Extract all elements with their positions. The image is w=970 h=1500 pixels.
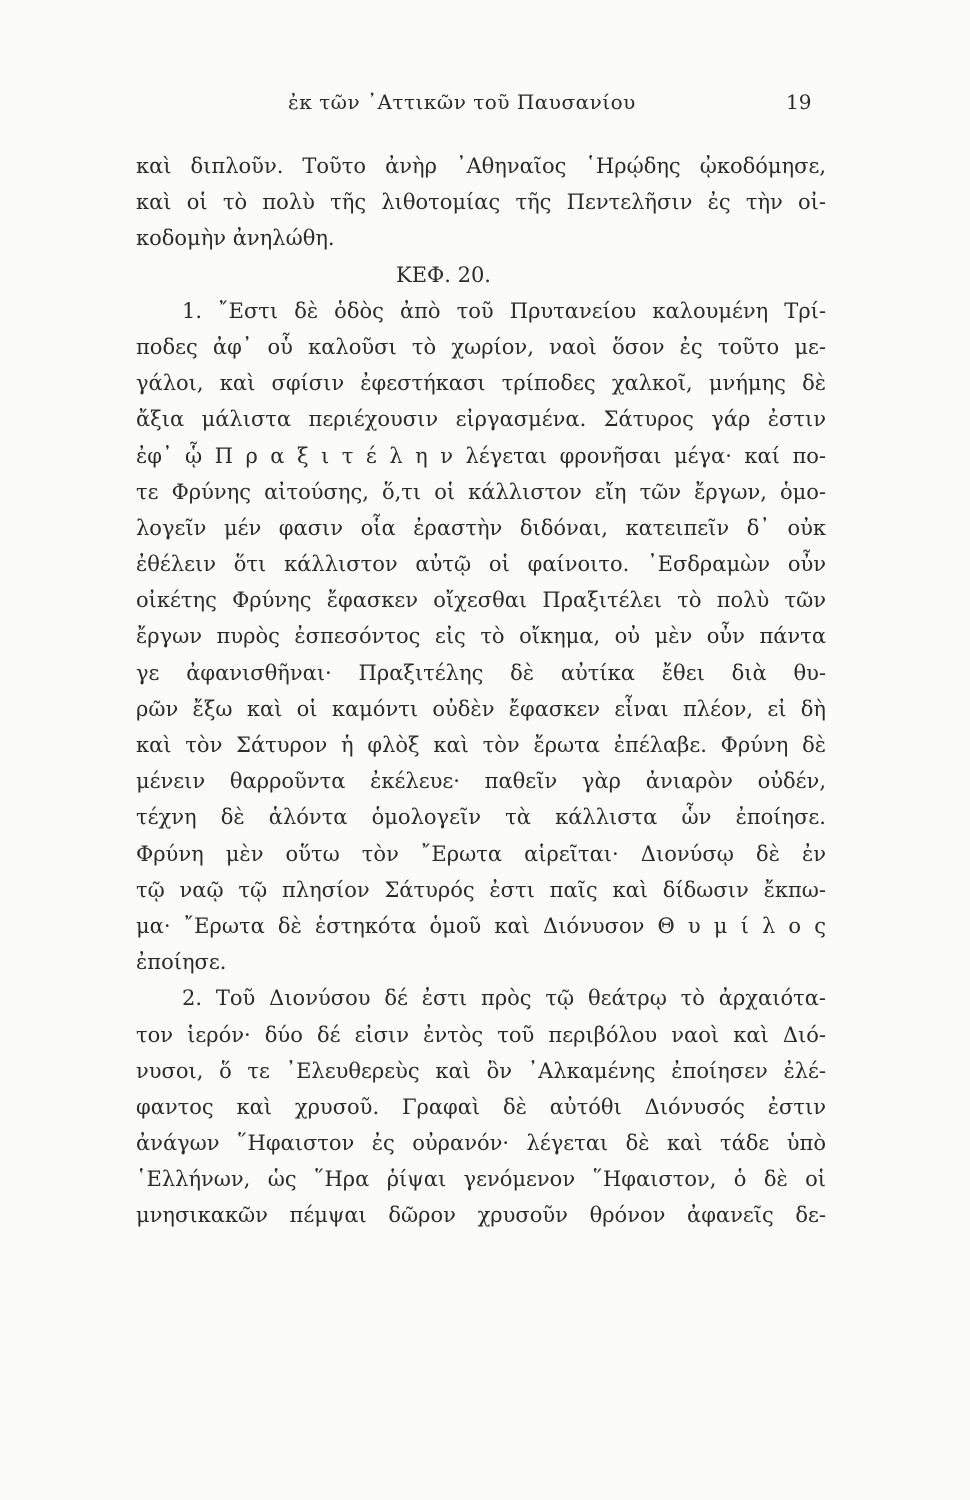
text-line: 2. Τοῦ Διονύσου δέ ἐστι πρὸς τῷ θεάτρῳ τὸ ἀρχαιότα-: [182, 986, 826, 1011]
text-line: λογεῖν μέν φασιν οἷα ἐραστὴν διδόναι, κατειπεῖν δ᾿ οὐκ: [136, 515, 826, 540]
text-line: ρῶν ἔξω καὶ οἱ καμόντι οὐδὲν ἔφασκεν εἶναι πλέον, εἰ δὴ: [136, 696, 826, 721]
text-line: μα· ῎Ερωτα δὲ ἑστηκότα ὁμοῦ καὶ Διόνυσον Θ υ μ ί λ ο ς: [136, 913, 826, 938]
text-line: κοδομὴν ἀνηλώθη.: [136, 226, 335, 251]
text-line: ἔργων πυρὸς ἐσπεσόντος εἰς τὸ οἴκημα, οὐ μὲν οὖν πάντα: [136, 624, 826, 649]
text-line: μνησικακῶν πέμψαι δῶρον χρυσοῦν θρόνον ἀφανεῖς δε-: [136, 1203, 826, 1228]
body-text: [136, 148, 826, 1234]
text-line: ἀνάγων ῞Ηφαιστον ἐς οὐρανόν· λέγεται δὲ καὶ τάδε ὑπὸ: [136, 1131, 826, 1156]
running-head: [0, 90, 970, 120]
text-line: καὶ οἱ τὸ πολὺ τῆς λιθοτομίας τῆς Πεντελῆσιν ἐς τὴν οἰ-: [136, 190, 826, 215]
text-line: ποδες ἀφ᾿ οὗ καλοῦσι τὸ χωρίον, ναοὶ ὅσον ἐς τοῦτο με-: [136, 334, 826, 359]
text-line: γε ἀφανισθῆναι· Πραξιτέλης δὲ αὐτίκα ἔθει διὰ θυ-: [136, 660, 826, 685]
text-line: τῷ ναῷ τῷ πλησίον Σάτυρός ἐστι παῖς καὶ δίδωσιν ἔκπω-: [136, 877, 826, 902]
text-line: ἐφ᾿ ᾧ Π ρ α ξ ι τ έ λ η ν λέγεται φρονῆσαι μέγα· καί πο-: [136, 443, 826, 468]
text-line: μένειν θαρροῦντα ἐκέλευε· παθεῖν γὰρ ἀνιαρὸν οὐδέν,: [136, 769, 826, 794]
text-line: 1. ῎Εστι δὲ ὁδὸς ἀπὸ τοῦ Πρυτανείου καλουμένη Τρί-: [182, 298, 826, 323]
text-line: τε Φρύνης αἰτούσης, ὅ,τι οἱ κάλλιστον εἴη τῶν ἔργων, ὁμο-: [136, 479, 826, 504]
text-line: ἐποίησε.: [136, 950, 227, 975]
running-title: ἐκ τῶν ᾿Αττικῶν τοῦ Παυσανίου: [288, 90, 636, 114]
page-number: 19: [786, 90, 812, 114]
text-line: ῾Ελλήνων, ὡς ῞Ηρα ῥίψαι γενόμενον ῞Ηφαιστον, ὁ δὲ οἱ: [136, 1167, 826, 1192]
text-line: καὶ διπλοῦν. Τοῦτο ἀνὴρ ᾿Αθηναῖος ῾Ηρῴδης ᾠκοδόμησε,: [136, 154, 826, 178]
text-line: τον ἱερόν· δύο δέ εἰσιν ἐντὸς τοῦ περιβόλου ναοὶ καὶ Διό-: [136, 1022, 826, 1047]
text-line: Φρύνη μὲν οὕτω τὸν ῎Ερωτα αἱρεῖται· Διονύσῳ δὲ ἐν: [136, 841, 826, 866]
text-line: τέχνη δὲ ἁλόντα ὁμολογεῖν τὰ κάλλιστα ὧν ἐποίησε.: [136, 805, 826, 830]
chapter-heading: ΚΕΦ. 20.: [396, 262, 491, 287]
text-line: καὶ τὸν Σάτυρον ἡ φλὸξ καὶ τὸν ἔρωτα ἐπέλαβε. Φρύνη δὲ: [136, 733, 826, 757]
text-line: φαντος καὶ χρυσοῦ. Γραφαὶ δὲ αὐτόθι Διόνυσός ἐστιν: [136, 1094, 826, 1119]
text-line: νυσοι, ὅ τε ᾿Ελευθερεὺς καὶ ὃν ᾿Αλκαμένης ἐποίησεν ἐλέ-: [136, 1058, 826, 1083]
text-line: ἄξια μάλιστα περιέχουσιν εἰργασμένα. Σάτυρος γάρ ἐστιν: [136, 407, 826, 432]
text-line: γάλοι, καὶ σφίσιν ἐφεστήκασι τρίποδες χαλκοῖ, μνήμης δὲ: [136, 371, 826, 396]
text-line: οἰκέτης Φρύνης ἔφασκεν οἴχεσθαι Πραξιτέλει τὸ πολὺ τῶν: [136, 588, 826, 613]
text-line: ἐθέλειν ὅτι κάλλιστον αὐτῷ οἱ φαίνοιτο. ᾿Εσδραμὼν οὖν: [136, 552, 826, 577]
